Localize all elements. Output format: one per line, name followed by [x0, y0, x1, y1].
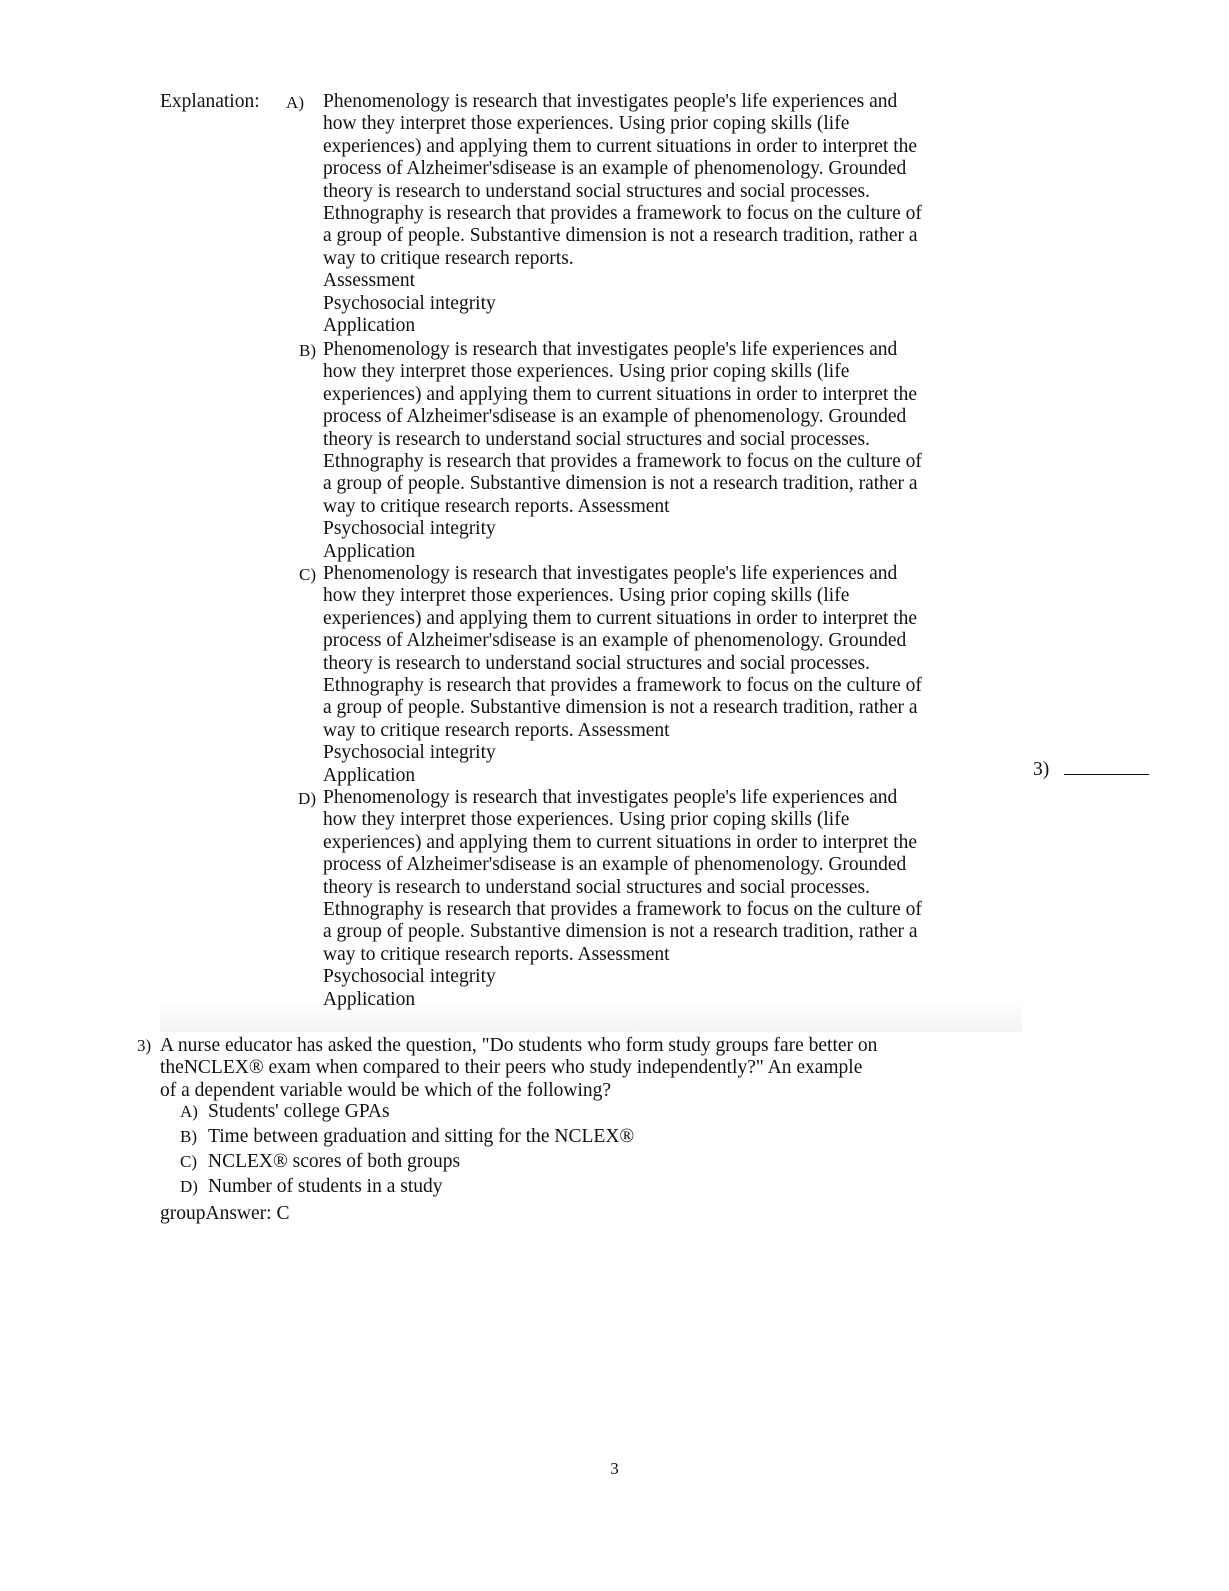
- explanation-label: Explanation:: [160, 91, 260, 112]
- explanation-line: theory is research to understand social structures and social processes.: [323, 428, 870, 450]
- explanation-line: Ethnography is research that provides a framework to focus on the culture of: [323, 202, 922, 224]
- explanation-line: process of Alzheimer'sdisease is an example of phenomenology. Grounded: [323, 406, 907, 428]
- option-letter: A): [180, 1102, 198, 1121]
- explanation-line: experiences) and applying them to current situations in order to interpret the: [323, 831, 918, 853]
- question-stem-line: of a dependent variable would be which of the following?: [160, 1079, 612, 1101]
- explanation-line: Application: [323, 540, 416, 562]
- question-option-d: [180, 1176, 443, 1198]
- explanation-option-letter: C): [299, 565, 316, 584]
- answer-blank-line: [1064, 774, 1149, 775]
- explanation-line: Ethnography is research that provides a framework to focus on the culture of: [323, 674, 922, 696]
- question-stem-line: A nurse educator has asked the question, "Do students who form study groups fare better on: [160, 1035, 878, 1056]
- explanation-option-letter: D): [298, 789, 316, 808]
- explanation-line: way to critique research reports.: [323, 247, 574, 269]
- page-number: 3: [610, 1459, 619, 1478]
- explanation-line: a group of people. Substantive dimension is not a research tradition, rather a: [323, 225, 918, 247]
- explanation-line: a group of people. Substantive dimension is not a research tradition, rather a: [323, 697, 918, 719]
- explanation-option-letter: B): [299, 341, 316, 360]
- explanation-line: a group of people. Substantive dimension is not a research tradition, rather a: [323, 473, 918, 495]
- explanation-line: theory is research to understand social structures and social processes.: [323, 180, 870, 202]
- explanation-line: Application: [323, 764, 416, 786]
- question-stem-line: theNCLEX® exam when compared to their peers who study independently?" An example: [160, 1057, 863, 1079]
- explanation-line: way to critique research reports. Assessment: [323, 495, 670, 517]
- explanation-line: experiences) and applying them to current situations in order to interpret the: [323, 383, 918, 405]
- explanation-line: how they interpret those experiences. Using prior coping skills (life: [323, 113, 850, 135]
- explanation-line: experiences) and applying them to current situations in order to interpret the: [323, 135, 918, 157]
- question-number: 3): [137, 1036, 152, 1055]
- question-stem: [160, 1035, 980, 1102]
- explanation-line: Psychosocial integrity: [323, 292, 496, 314]
- explanation-line: Application: [323, 988, 416, 1010]
- option-text: Number of students in a study: [208, 1176, 443, 1197]
- option-text: Students' college GPAs: [208, 1101, 390, 1122]
- explanation-line: Ethnography is research that provides a framework to focus on the culture of: [323, 450, 922, 472]
- option-letter: B): [180, 1127, 197, 1146]
- explanation-line: Application: [323, 314, 416, 336]
- option-letter: D): [180, 1177, 198, 1196]
- explanation-line: Phenomenology is research that investigates people's life experiences and: [323, 339, 898, 360]
- explanation-line: way to critique research reports. Assessment: [323, 943, 670, 965]
- explanation-line: experiences) and applying them to current situations in order to interpret the: [323, 607, 918, 629]
- explanation-line: process of Alzheimer'sdisease is an example of phenomenology. Grounded: [323, 158, 907, 180]
- answer-line: groupAnswer: C: [160, 1203, 290, 1224]
- explanation-option-text: [323, 563, 1023, 787]
- explanation-line: process of Alzheimer'sdisease is an example of phenomenology. Grounded: [323, 630, 907, 652]
- explanation-line: way to critique research reports. Assessment: [323, 719, 670, 741]
- explanation-line: Psychosocial integrity: [323, 518, 496, 540]
- explanation-line: Ethnography is research that provides a framework to focus on the culture of: [323, 898, 922, 920]
- explanation-line: Psychosocial integrity: [323, 966, 496, 988]
- explanation-line: Phenomenology is research that investigates people's life experiences and: [323, 787, 898, 808]
- explanation-line: Phenomenology is research that investigates people's life experiences and: [323, 91, 898, 112]
- explanation-line: a group of people. Substantive dimension is not a research tradition, rather a: [323, 921, 918, 943]
- explanation-option-text: [323, 91, 1023, 337]
- explanation-line: theory is research to understand social structures and social processes.: [323, 652, 870, 674]
- option-text: NCLEX® scores of both groups: [208, 1151, 461, 1172]
- option-text: Time between graduation and sitting for the NCLEX®: [208, 1126, 635, 1147]
- question-option-c: [180, 1151, 460, 1173]
- explanation-line: how they interpret those experiences. Using prior coping skills (life: [323, 809, 850, 831]
- explanation-line: Phenomenology is research that investigates people's life experiences and: [323, 563, 898, 584]
- explanation-line: theory is research to understand social structures and social processes.: [323, 876, 870, 898]
- question-option-a: [180, 1101, 390, 1123]
- explanation-line: process of Alzheimer'sdisease is an example of phenomenology. Grounded: [323, 854, 907, 876]
- explanation-line: Psychosocial integrity: [323, 742, 496, 764]
- explanation-option-text: [323, 339, 1023, 563]
- explanation-line: how they interpret those experiences. Using prior coping skills (life: [323, 585, 850, 607]
- explanation-option-letter: A): [286, 93, 304, 112]
- option-letter: C): [180, 1152, 197, 1171]
- margin-question-number: 3): [1033, 759, 1050, 780]
- explanation-line: how they interpret those experiences. Using prior coping skills (life: [323, 361, 850, 383]
- question-option-b: [180, 1126, 634, 1148]
- explanation-line: Assessment: [323, 270, 416, 292]
- explanation-option-text: [323, 787, 1023, 1011]
